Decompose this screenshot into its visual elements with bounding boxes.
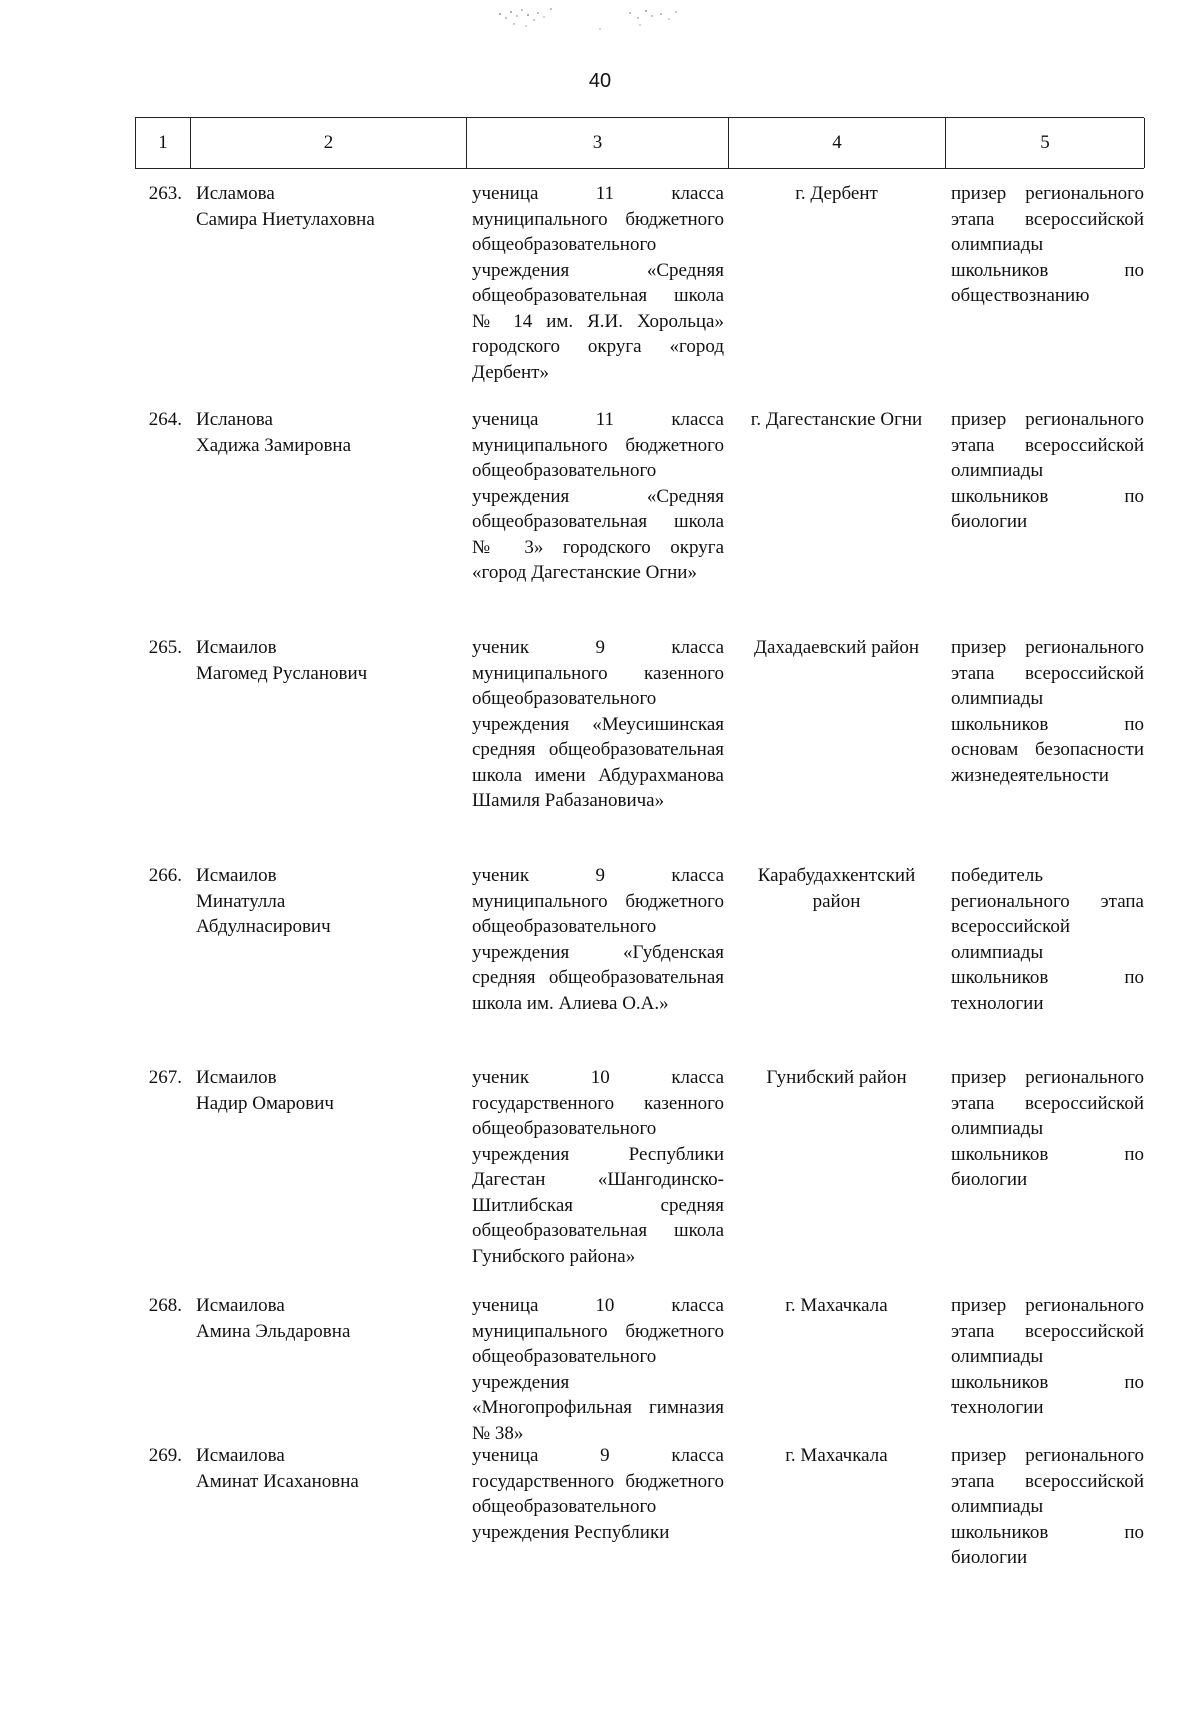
- municipality: г. Махачкала: [785, 1445, 888, 1466]
- row-number: 269.: [148, 1445, 182, 1466]
- table-row: [135, 1065, 1144, 1267]
- olympiad-result: призер регионального этапа всероссийской олимпиады школьников по биологии: [951, 1067, 1144, 1190]
- row-number: 263.: [148, 183, 182, 204]
- student-name: Исмаилова Аминат Исахановна: [196, 1445, 359, 1492]
- municipality: Дахадаевский район: [754, 637, 919, 658]
- column-header-3: 3: [467, 118, 729, 168]
- results-table: [135, 117, 1144, 1568]
- page-number: 40: [588, 70, 612, 92]
- school-description: ученик 9 класса муниципального бюджетного общеобразовательного учреждения «Губденская средняя общеобразовательная школа им. Алиева О.А.»: [472, 865, 724, 1014]
- school-description: ученик 10 класса государственного казенного общеобразовательного учреждения Республики Дагестан «Шангодинско-Шитлибская средняя общеобразовательная школа Гунибского района»: [472, 1067, 724, 1267]
- row-number: 264.: [148, 409, 182, 430]
- municipality: г. Дербент: [795, 183, 878, 204]
- row-number: 267.: [148, 1067, 182, 1088]
- student-name: Исмаилов Надир Омарович: [196, 1067, 334, 1114]
- school-description: ученик 9 класса муниципального казенного общеобразовательного учреждения «Меусишинская средняя общеобразовательная школа имени Абдурахманова Шамиля Рабазановича»: [472, 637, 724, 811]
- scan-noise-marks: [480, 4, 710, 34]
- student-name: Исламова Самира Ниетулаховна: [196, 183, 375, 230]
- municipality: г. Дагестанские Огни: [750, 409, 923, 430]
- olympiad-result: призер регионального этапа всероссийской олимпиады школьников по биологии: [951, 409, 1144, 532]
- column-header-4: 4: [729, 118, 946, 168]
- row-number: 265.: [148, 637, 182, 658]
- row-number: 268.: [148, 1295, 182, 1316]
- olympiad-result: призер регионального этапа всероссийской олимпиады школьников по биологии: [951, 1445, 1144, 1568]
- table-row: [135, 407, 1144, 601]
- school-description: ученица 9 класса государственного бюджетного общеобразовательного учреждения Республики: [472, 1445, 724, 1543]
- table-row: [135, 181, 1144, 383]
- school-description: ученица 11 класса муниципального бюджетного общеобразовательного учреждения «Средняя общеобразовательная школа № 14 им. Я.И. Хорольца» городского округа «город Дербент»: [472, 183, 724, 383]
- student-name: Исмаилов Минатулла Абдулнасирович: [196, 865, 331, 937]
- table-row: [135, 1293, 1144, 1444]
- column-header-2: 2: [191, 118, 467, 168]
- table-row: [135, 1443, 1144, 1568]
- municipality: Карабудахкентский район: [757, 865, 916, 912]
- municipality: Гунибский район: [766, 1067, 907, 1088]
- student-name: Исмаилова Амина Эльдаровна: [196, 1295, 351, 1342]
- table-header-row: [135, 117, 1144, 169]
- olympiad-result: призер регионального этапа всероссийской олимпиады школьников по технологии: [951, 1295, 1144, 1418]
- column-header-1: 1: [136, 118, 191, 168]
- school-description: ученица 11 класса муниципального бюджетного общеобразовательного учреждения «Средняя общеобразовательная школа № 3» городского округа «город Дагестанские Огни»: [472, 409, 724, 583]
- student-name: Исланова Хадижа Замировна: [196, 409, 352, 456]
- olympiad-result: победитель регионального этапа всероссийской олимпиады школьников по технологии: [951, 865, 1144, 1014]
- olympiad-result: призер регионального этапа всероссийской олимпиады школьников по основам безопасности жизнедеятельности: [951, 637, 1144, 786]
- table-row: [135, 863, 1144, 1031]
- table-row: [135, 635, 1144, 829]
- row-number: 266.: [148, 865, 182, 886]
- municipality: г. Махачкала: [785, 1295, 888, 1316]
- olympiad-result: призер регионального этапа всероссийской олимпиады школьников по обществознанию: [951, 183, 1144, 306]
- school-description: ученица 10 класса муниципального бюджетного общеобразовательного учреждения «Многопрофильная гимназия № 38»: [472, 1295, 724, 1444]
- column-header-5: 5: [946, 118, 1145, 168]
- student-name: Исмаилов Магомед Русланович: [196, 637, 368, 684]
